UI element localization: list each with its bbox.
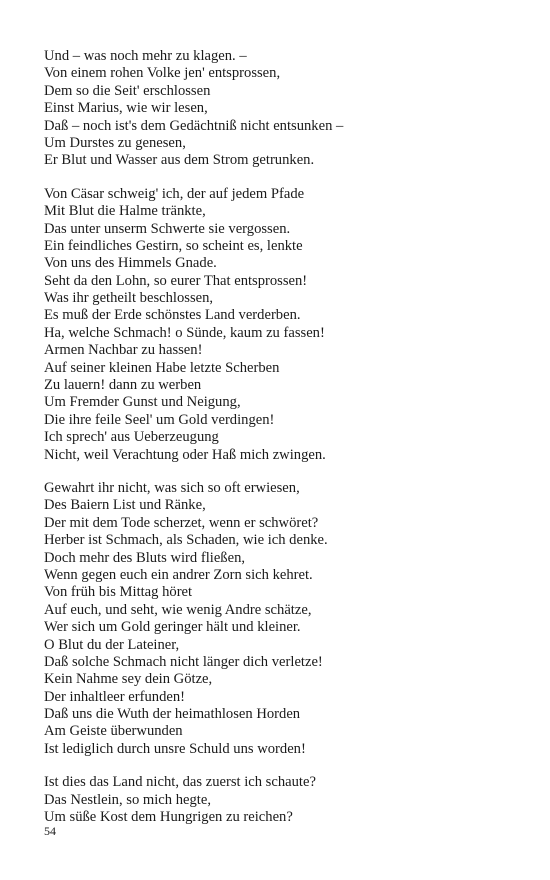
stanza-2 xyxy=(44,186,524,464)
verse-line: Kein Nahme sey dein Götze, xyxy=(44,671,213,688)
poem-text xyxy=(44,48,524,842)
verse-line: Der mit dem Tode scherzet, wenn er schwöret? xyxy=(44,514,319,531)
stanza-3 xyxy=(44,480,524,758)
verse-line: Das unter unserm Schwerte sie vergossen. xyxy=(44,220,291,237)
verse-line: Des Baiern List und Ränke, xyxy=(44,497,206,514)
verse-line: Wer sich um Gold geringer hält und kleiner. xyxy=(44,619,301,636)
verse-line: Von Cäsar schweig' ich, der auf jedem Pfade xyxy=(44,185,305,202)
verse-line: Von einem rohen Volke jen' entsprossen, xyxy=(44,65,281,82)
verse-line: Gewahrt ihr nicht, was sich so oft erwiesen, xyxy=(44,479,300,496)
verse-line: Was ihr getheilt beschlossen, xyxy=(44,290,214,307)
verse-line: Am Geiste überwunden xyxy=(44,723,183,740)
verse-line: Einst Marius, wie wir lesen, xyxy=(44,100,208,117)
verse-line: Der inhaltleer erfunden! xyxy=(44,688,185,705)
verse-line: Daß solche Schmach nicht länger dich verletze! xyxy=(44,653,323,670)
verse-line: Auf euch, und seht, wie wenig Andre schätze, xyxy=(44,601,312,618)
verse-line: Und – was noch mehr zu klagen. – xyxy=(44,48,247,64)
verse-line: Auf seiner kleinen Habe letzte Scherben xyxy=(44,359,280,376)
verse-line: Ist dies das Land nicht, das zuerst ich schaute? xyxy=(44,774,316,791)
verse-line: Zu lauern! dann zu werben xyxy=(44,377,202,394)
verse-line: Dem so die Seit' erschlossen xyxy=(44,82,211,99)
verse-line: Daß – noch ist's dem Gedächtniß nicht entsunken – xyxy=(44,117,344,134)
verse-line: Ein feindliches Gestirn, so scheint es, lenkte xyxy=(44,237,303,254)
page-number: 54 xyxy=(44,824,56,838)
verse-line: Ha, welche Schmach! o Sünde, kaum zu fassen! xyxy=(44,324,325,341)
verse-line: Ist lediglich durch unsre Schuld uns worden! xyxy=(44,740,306,757)
verse-line: Daß uns die Wuth der heimathlosen Horden xyxy=(44,706,301,723)
verse-line: Wenn gegen euch ein andrer Zorn sich kehret. xyxy=(44,566,313,583)
verse-line: Ich sprech' aus Ueberzeugung xyxy=(44,429,219,446)
stanza-4 xyxy=(44,774,524,826)
stanza-1 xyxy=(44,48,524,170)
verse-line: Um süße Kost dem Hungrigen zu reichen? xyxy=(44,809,293,826)
verse-line: Von uns des Himmels Gnade. xyxy=(44,255,217,272)
verse-line: Um Durstes zu genesen, xyxy=(44,134,186,151)
verse-line: Das Nestlein, so mich hegte, xyxy=(44,791,211,808)
verse-line: Doch mehr des Bluts wird fließen, xyxy=(44,549,246,566)
verse-line: Es muß der Erde schönstes Land verderben. xyxy=(44,307,301,324)
verse-line: Nicht, weil Verachtung oder Haß mich zwingen. xyxy=(44,446,326,463)
verse-line: Mit Blut die Halme tränkte, xyxy=(44,203,206,220)
verse-line: Herber ist Schmach, als Schaden, wie ich denke. xyxy=(44,532,328,549)
verse-line: Seht da den Lohn, so eurer That entsprossen! xyxy=(44,272,308,289)
verse-line: Um Fremder Gunst und Neigung, xyxy=(44,394,241,411)
verse-line: Die ihre feile Seel' um Gold verdingen! xyxy=(44,411,275,428)
verse-line: Von früh bis Mittag höret xyxy=(44,584,193,601)
verse-line: O Blut du der Lateiner, xyxy=(44,636,180,653)
verse-line: Er Blut und Wasser aus dem Strom getrunken. xyxy=(44,152,315,169)
verse-line: Armen Nachbar zu hassen! xyxy=(44,342,203,359)
